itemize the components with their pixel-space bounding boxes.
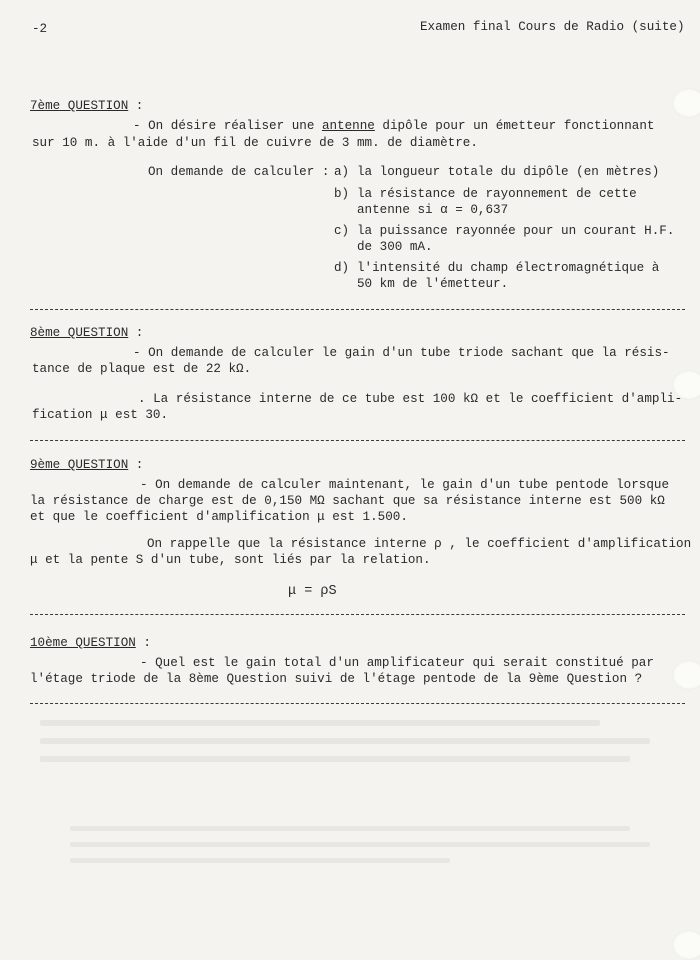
question-9-heading — [30, 458, 143, 472]
question-9-p2-line-2: μ et la pente S d'un tube, sont liés par la relation. — [30, 553, 431, 567]
question-10-label: 10ème QUESTION — [30, 636, 136, 650]
question-8-heading — [30, 326, 143, 340]
punch-hole-lower — [672, 660, 700, 690]
question-7-line-1-b: dipôle pour un émetteur fonctionnant — [374, 119, 655, 133]
question-7-colon: : — [128, 99, 144, 113]
show-through-block-4 — [70, 826, 630, 831]
question-7-heading — [30, 99, 143, 113]
question-8-p1-line-1: - On demande de calculer le gain d'un tube triode sachant que la résis- — [133, 346, 670, 360]
question-8-p1-line-2: tance de plaque est de 22 kΩ. — [32, 362, 252, 376]
question-7-intro: On demande de calculer : — [148, 165, 330, 179]
punch-hole-top — [672, 88, 700, 118]
question-7-item-a-letter: a) — [334, 165, 350, 179]
question-8-p2-line-1: . La résistance interne de ce tube est 100 kΩ et le coefficient d'ampli- — [138, 392, 683, 406]
question-7-line-1 — [133, 119, 654, 133]
antenna-word: antenne — [321, 119, 375, 133]
show-through-block-3 — [40, 756, 630, 762]
show-through-block-6 — [70, 858, 450, 863]
question-9-p2-line-1: On rappelle que la résistance interne ρ , le coefficient d'amplification — [147, 537, 692, 551]
separator-3 — [30, 614, 685, 615]
separator-1 — [30, 309, 685, 310]
question-7-line-2: sur 10 m. à l'aide d'un fil de cuivre de 3 mm. de diamètre. — [32, 136, 478, 150]
show-through-block-1 — [40, 720, 600, 726]
question-9-label: 9ème QUESTION — [30, 458, 129, 472]
question-7-item-b-letter: b) — [334, 187, 350, 201]
separator-4 — [30, 703, 685, 704]
show-through-block-2 — [40, 738, 650, 744]
page-header-title: Examen final Cours de Radio (suite) — [420, 20, 685, 34]
question-7-item-c-letter: c) — [334, 224, 350, 238]
question-7-item-b-line-1: la résistance de rayonnement de cette — [357, 187, 637, 201]
question-7-item-a-line-1: la longueur totale du dipôle (en mètres) — [357, 165, 660, 179]
question-8-colon: : — [128, 326, 144, 340]
question-7-item-b-line-2: antenne si α = 0,637 — [357, 203, 509, 217]
page-number: -2 — [32, 22, 48, 36]
question-7-line-1-a: - On désire réaliser une — [133, 119, 322, 133]
question-7-label: 7ème QUESTION — [30, 99, 129, 113]
question-9-formula: μ = ρS — [288, 584, 337, 599]
question-9-p1-line-1: - On demande de calculer maintenant, le gain d'un tube pentode lorsque — [140, 478, 670, 492]
question-10-heading — [30, 636, 151, 650]
question-8-label: 8ème QUESTION — [30, 326, 129, 340]
question-7-item-c-line-2: de 300 mA. — [357, 240, 433, 254]
separator-2 — [30, 440, 685, 441]
question-10-line-2: l'étage triode de la 8ème Question suivi de l'étage pentode de la 9ème Question ? — [30, 672, 643, 686]
question-7-item-d-letter: d) — [334, 261, 350, 275]
question-10-line-1: - Quel est le gain total d'un amplificateur qui serait constitué par — [140, 656, 654, 670]
question-8-p2-line-2: fication μ est 30. — [32, 408, 169, 422]
question-7-item-d-line-1: l'intensité du champ électromagnétique à — [357, 261, 660, 275]
question-10-colon: : — [135, 636, 151, 650]
question-9-p1-line-3: et que le coefficient d'amplification μ est 1.500. — [30, 510, 408, 524]
question-9-colon: : — [128, 458, 144, 472]
show-through-block-5 — [70, 842, 650, 847]
question-9-p1-line-2: la résistance de charge est de 0,150 MΩ sachant que sa résistance interne est 500 kΩ — [30, 494, 665, 508]
question-7-item-c-line-1: la puissance rayonnée pour un courant H.F. — [357, 224, 675, 238]
question-7-item-d-line-2: 50 km de l'émetteur. — [357, 277, 509, 291]
